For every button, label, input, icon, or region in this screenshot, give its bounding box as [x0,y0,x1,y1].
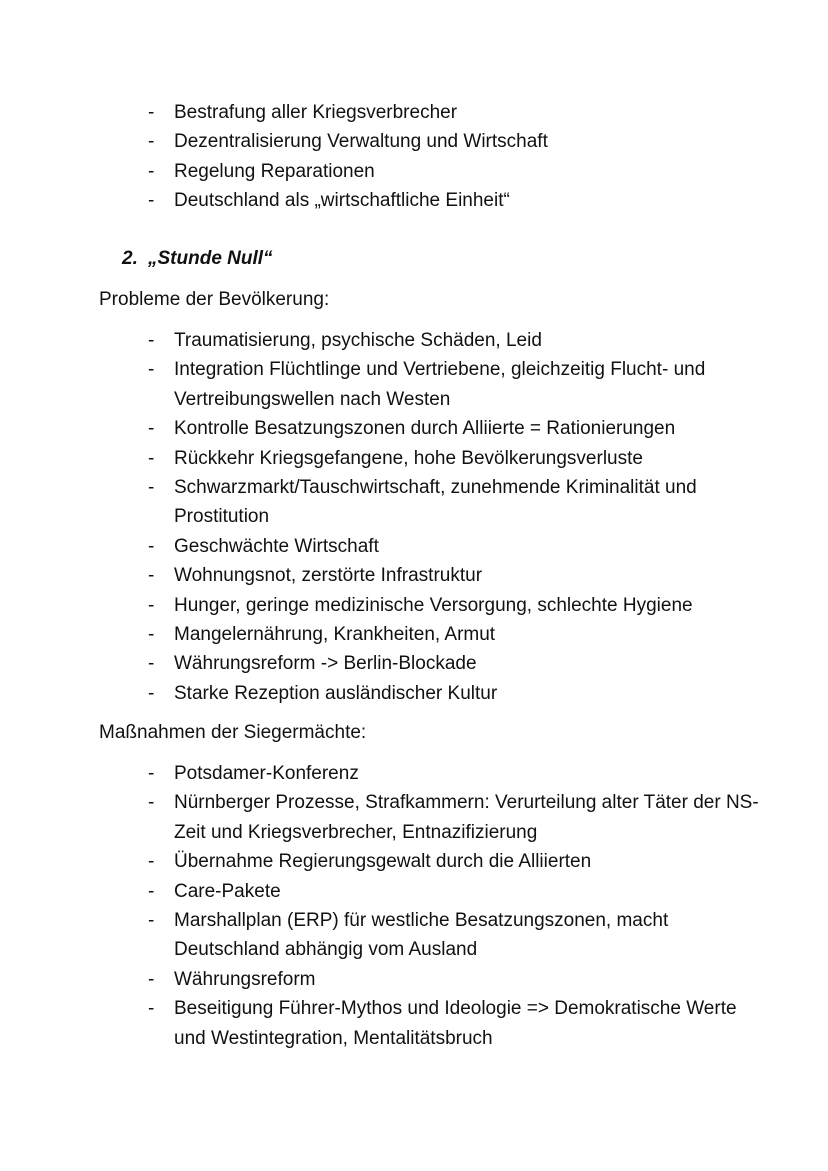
list-item [0,127,828,156]
list-item-text: Nürnberger Prozesse, Strafkammern: Verurteilung alter Täter der NS-Zeit und Kriegsverbrecher, Entnazifizierung [174,792,759,843]
dash-bullet: - [148,851,155,873]
list-item-text: Übernahme Regierungsgewalt durch die Alliierten [174,851,592,873]
list-item [0,965,828,994]
dash-bullet: - [148,910,155,932]
list-top [0,98,828,216]
list-item-text: Care-Pakete [174,880,281,902]
list-item-text: Starke Rezeption ausländischer Kultur [174,682,498,704]
list-item [0,591,828,620]
dash-bullet: - [148,998,155,1020]
list-item-text: Schwarzmarkt/Tauschwirtschaft, zunehmende Kriminalität und Prostitution [174,477,697,528]
list-item [0,98,828,127]
dash-bullet: - [148,102,155,123]
list-item [0,473,828,532]
dash-bullet: - [148,160,155,182]
list-item-text: Deutschland als „wirtschaftliche Einheit“ [174,190,510,212]
dash-bullet: - [148,624,155,646]
list-item-text: Kontrolle Besatzungszonen durch Alliierte = Rationierungen [174,418,676,440]
dash-bullet: - [148,792,155,814]
dash-bullet: - [148,763,155,784]
section-heading [122,244,273,274]
list-item [0,620,828,649]
list-item-text: Hunger, geringe medizinische Versorgung, schlechte Hygiene [174,594,693,616]
dash-bullet: - [148,594,155,616]
dash-bullet: - [148,477,155,499]
list-item-text: Marshallplan (ERP) für westliche Besatzungszonen, macht Deutschland abhängig vom Ausland [174,910,669,961]
list-item-text: Traumatisierung, psychische Schäden, Leid [174,330,542,351]
list-item [0,679,828,708]
list-item-text: Regelung Reparationen [174,160,375,182]
section-title: „Stunde Null“ [148,248,273,269]
list-item [0,561,828,590]
list-item-text: Beseitigung Führer-Mythos und Ideologie => Demokratische Werte und Westintegration, Mentalitätsbruch [174,998,737,1049]
list-item [0,994,828,1053]
list-item [0,444,828,473]
section-number: 2. [122,248,138,269]
massnahmen-label: Maßnahmen der Siegermächte: [99,722,367,743]
list-item-text: Währungsreform -> Berlin-Blockade [174,653,477,675]
list-item-text: Währungsreform [174,968,316,990]
dash-bullet: - [148,535,155,557]
list-item [0,414,828,443]
list-item [0,877,828,906]
list-item-text: Wohnungsnot, zerstörte Infrastruktur [174,565,483,587]
probleme-label: Probleme der Bevölkerung: [99,289,330,310]
dash-bullet: - [148,131,155,153]
list-massnahmen [0,759,828,1053]
list-item [0,157,828,186]
dash-bullet: - [148,418,155,440]
dash-bullet: - [148,330,155,351]
list-item-text: Integration Flüchtlinge und Vertriebene, gleichzeitig Flucht- und Vertreibungswellen nach Westen [174,359,706,410]
dash-bullet: - [148,359,155,381]
list-item-text: Potsdamer-Konferenz [174,763,359,784]
list-item-text: Rückkehr Kriegsgefangene, hohe Bevölkerungsverluste [174,447,643,469]
list-item [0,906,828,965]
dash-bullet: - [148,653,155,675]
dash-bullet: - [148,880,155,902]
list-item [0,326,828,355]
list-probleme [0,326,828,708]
list-item [0,759,828,788]
list-item [0,847,828,876]
list-item-text: Mangelernährung, Krankheiten, Armut [174,624,496,646]
list-item [0,355,828,414]
list-item [0,788,828,847]
dash-bullet: - [148,565,155,587]
dash-bullet: - [148,682,155,704]
dash-bullet: - [148,447,155,469]
list-item-text: Bestrafung aller Kriegsverbrecher [174,102,458,123]
list-item [0,186,828,215]
dash-bullet: - [148,968,155,990]
list-item [0,532,828,561]
list-item-text: Geschwächte Wirtschaft [174,535,379,557]
list-item-text: Dezentralisierung Verwaltung und Wirtschaft [174,131,548,153]
dash-bullet: - [148,190,155,212]
list-item [0,649,828,678]
